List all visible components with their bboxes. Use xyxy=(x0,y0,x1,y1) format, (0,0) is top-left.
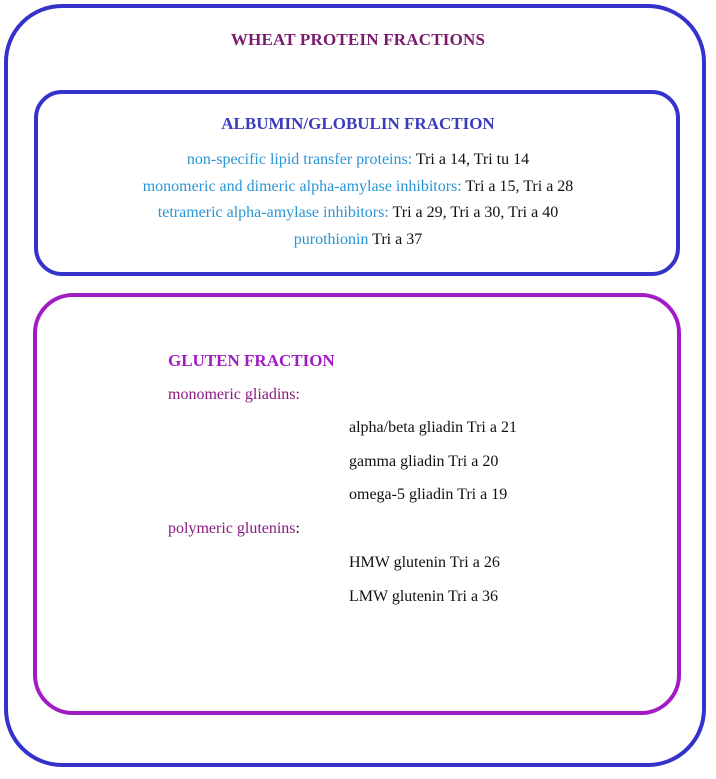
monomeric-gliadins-label: monomeric gliadins: xyxy=(168,386,300,403)
polymeric-glutenins-colon: : xyxy=(295,520,300,537)
albumin-line-amylase-tetrameric xyxy=(0,200,716,227)
albumin-line-amylase-monomeric-dimeric xyxy=(0,174,716,201)
gliadin-item: alpha/beta gliadin Tri a 21 xyxy=(349,419,517,436)
gluten-fraction-title: GLUTEN FRACTION xyxy=(168,351,335,370)
polymeric-glutenins-text: polymeric glutenins xyxy=(168,520,296,537)
glutenin-item: LMW glutenin Tri a 36 xyxy=(349,588,499,605)
gliadin-item: omega-5 gliadin Tri a 19 xyxy=(349,486,508,503)
albumin-globulin-list xyxy=(0,147,716,253)
albumin-globulin-title: ALBUMIN/GLOBULIN FRACTION xyxy=(221,114,495,133)
albumin-line-label: non-specific lipid transfer proteins: xyxy=(186,151,413,168)
diagram-title: WHEAT PROTEIN FRACTIONS xyxy=(230,30,486,49)
albumin-line-purothionin xyxy=(0,227,716,254)
albumin-line-allergens: Tri a 37 xyxy=(372,230,423,248)
albumin-line-allergens: Tri a 14, Tri tu 14 xyxy=(415,151,530,168)
glutenin-item: HMW glutenin Tri a 26 xyxy=(349,554,500,571)
albumin-line-label: monomeric and dimeric alpha-amylase inhibitors: xyxy=(142,177,462,195)
albumin-line-ltp xyxy=(0,147,716,174)
albumin-line-allergens: Tri a 15, Tri a 28 xyxy=(465,177,574,195)
polymeric-glutenins-label xyxy=(168,520,300,538)
albumin-line-allergens: Tri a 29, Tri a 30, Tri a 40 xyxy=(392,204,559,221)
albumin-line-label: tetrameric alpha-amylase inhibitors: xyxy=(157,204,389,221)
albumin-line-label: purothionin xyxy=(293,230,369,248)
gluten-fraction-box xyxy=(33,293,681,715)
gliadin-item: gamma gliadin Tri a 20 xyxy=(349,453,499,470)
